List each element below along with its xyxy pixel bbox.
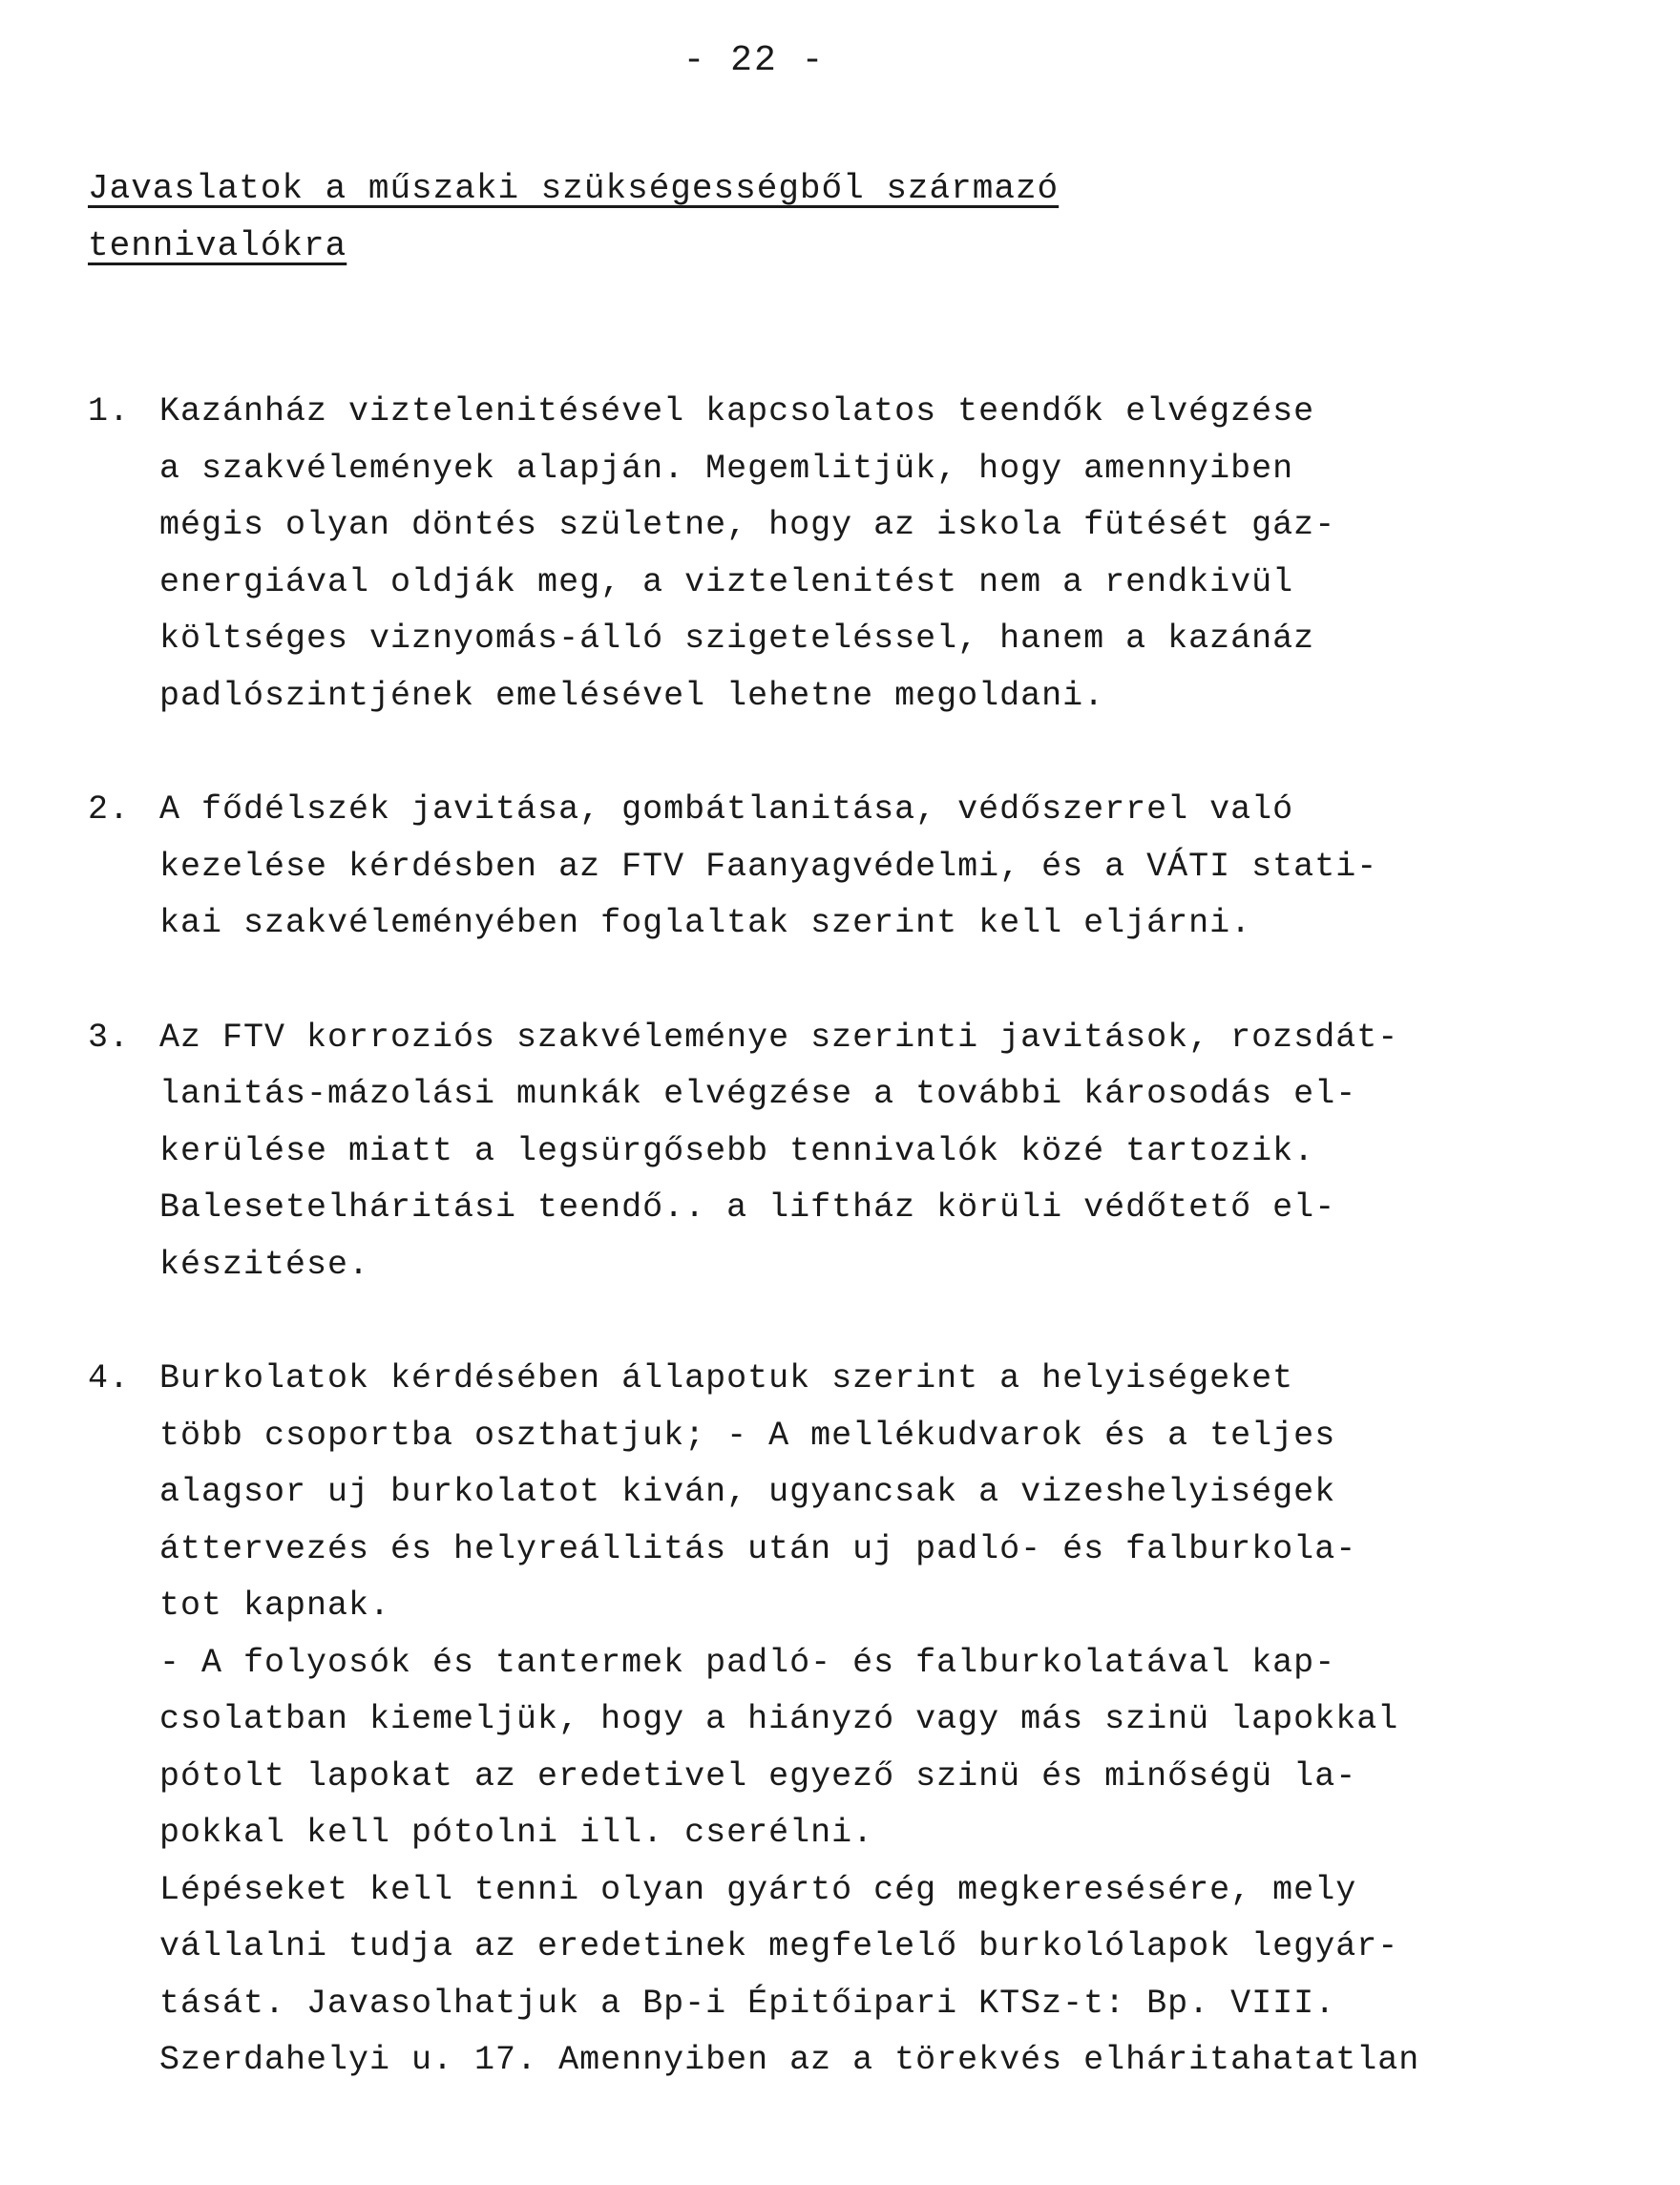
item-line: pokkal kell pótolni ill. cserélni. xyxy=(159,1814,874,1852)
item-line: tását. Javasolhatjuk a Bp-i Épitőipari KTSz-t: Bp. VIII. xyxy=(159,1984,1336,2023)
item-line: áttervezés és helyreállitás után uj padló- és falburkola- xyxy=(159,1529,1357,1568)
item-line: Lépéseket kell tenni olyan gyártó cég megkeresésére, mely xyxy=(159,1870,1357,1909)
item-line: több csoportba oszthatjuk; - A mellékudvarok és a teljes xyxy=(159,1416,1336,1455)
item-line: mégis olyan döntés születne, hogy az iskola fütését gáz- xyxy=(159,506,1336,544)
item-line: tot kapnak. xyxy=(159,1586,391,1625)
heading-line-2: tennivalókra xyxy=(88,226,347,265)
item-line: energiával oldják meg, a viztelenitést nem a rendkivül xyxy=(159,562,1294,601)
item-line: kai szakvéleményében foglaltak szerint kell eljárni. xyxy=(159,904,1252,942)
item-number: 2. xyxy=(88,790,131,829)
item-line: - A folyosók és tantermek padló- és falburkolatával kap- xyxy=(159,1643,1336,1682)
item-line: kerülése miatt a legsürgősebb tennivalók közé tartozik. xyxy=(159,1131,1315,1170)
item-line: vállalni tudja az eredetinek megfelelő burkolólapok legyár- xyxy=(159,1927,1399,1965)
item-line: padlószintjének emelésével lehetne megoldani. xyxy=(159,676,1105,715)
list-item-3 xyxy=(88,1010,1539,1294)
page-number: - 22 - xyxy=(682,40,826,81)
item-number: 1. xyxy=(88,392,131,431)
item-line: csolatban kiemeljük, hogy a hiányzó vagy más szinü lapokkal xyxy=(159,1700,1399,1738)
item-line: Szerdahelyi u. 17. Amennyiben az a törekvés elháritahatatlan xyxy=(159,2041,1420,2079)
item-line: készitése. xyxy=(159,1245,370,1284)
heading-line-1: Javaslatok a műszaki szükségességből származó xyxy=(88,169,1060,208)
item-line: Balesetelháritási teendő.. a liftház körüli védőtető el- xyxy=(159,1188,1336,1227)
item-line: pótolt lapokat az eredetivel egyező szinü és minőségü la- xyxy=(159,1756,1357,1796)
item-line: Kazánház viztelenitésével kapcsolatos teendők elvégzése xyxy=(159,392,1315,431)
item-line: a szakvélemények alapján. Megemlitjük, hogy amennyiben xyxy=(159,449,1294,488)
item-line: Burkolatok kérdésében állapotuk szerint a helyiségeket xyxy=(159,1359,1294,1397)
item-line: A fődélszék javitása, gombátlanitása, védőszerrel való xyxy=(159,790,1294,829)
item-line: Az FTV korroziós szakvéleménye szerinti javitások, rozsdát- xyxy=(159,1018,1399,1057)
section-heading xyxy=(88,160,1059,275)
item-line: kezelése kérdésben az FTV Faanyagvédelmi, és a VÁTI stati- xyxy=(159,847,1378,886)
item-number: 4. xyxy=(88,1359,131,1397)
item-line: költséges viznyomás-álló szigeteléssel, hanem a kazánáz xyxy=(159,620,1315,658)
list-item-2 xyxy=(88,782,1539,953)
item-number: 3. xyxy=(88,1018,131,1057)
list-item-4 xyxy=(88,1351,1539,2090)
item-line: alagsor uj burkolatot kiván, ugyancsak a vizeshelyiségek xyxy=(159,1473,1336,1511)
proposal-list xyxy=(88,384,1539,2090)
item-line: lanitás-mázolási munkák elvégzése a további károsodás el- xyxy=(159,1075,1357,1113)
list-item-1 xyxy=(88,384,1539,725)
